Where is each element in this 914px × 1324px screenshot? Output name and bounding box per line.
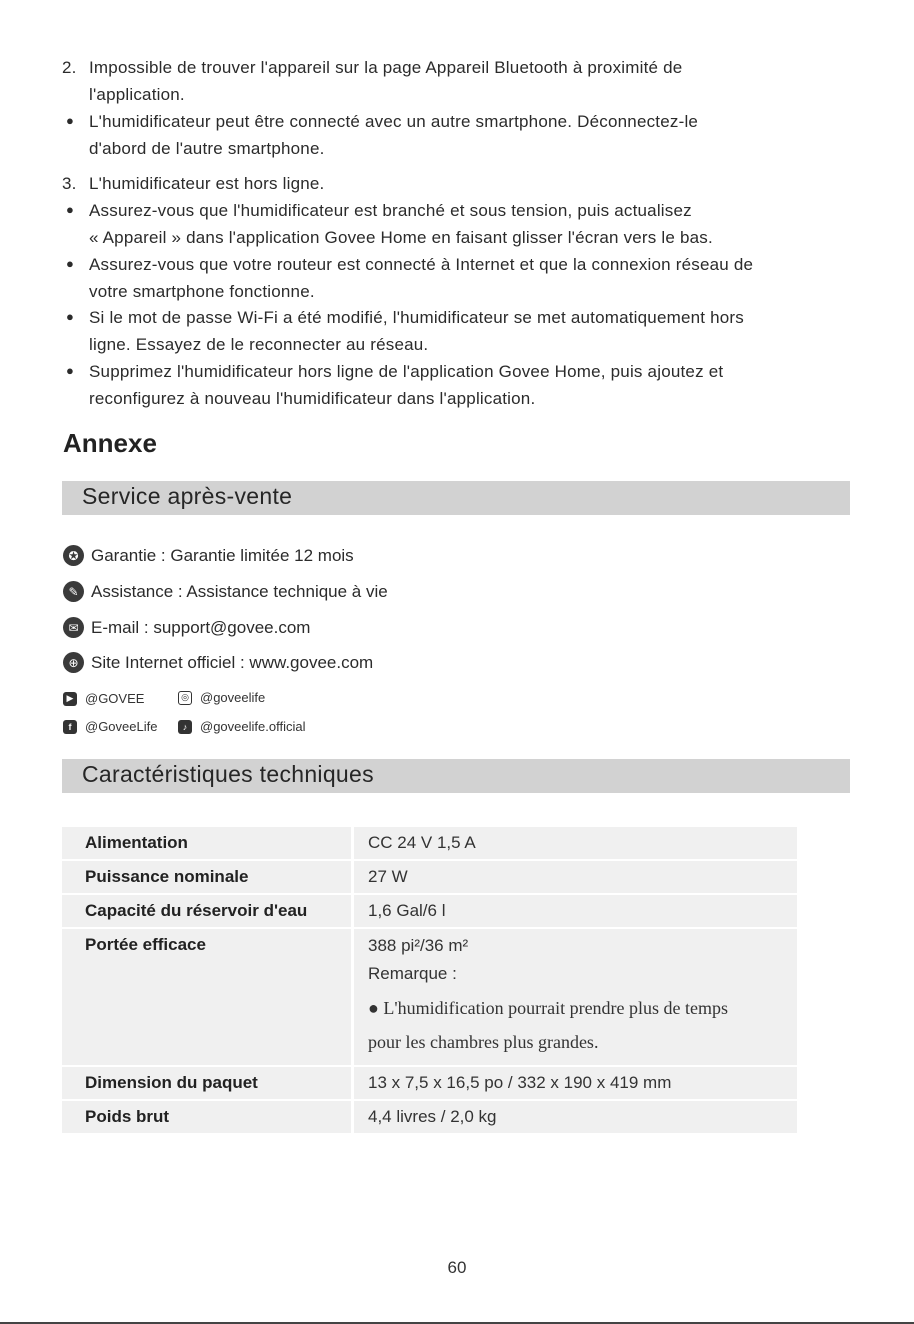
tiktok-icon: ♪ <box>178 720 192 734</box>
table-row <box>62 895 797 927</box>
instagram-icon: ◎ <box>178 691 192 705</box>
ribbon-icon: ✪ <box>63 545 84 566</box>
bullet-item: ● Assurez-vous que l'humidificateur est branché et sous tension, puis actualisez <box>62 201 692 221</box>
service-item-assistance: ✎ Assistance : Assistance technique à vie <box>63 581 388 602</box>
bullet-item: ● Supprimez l'humidificateur hors ligne de l'application Govee Home, puis ajoutez et <box>62 362 723 382</box>
bullet-continuation: « Appareil » dans l'application Govee Home en faisant glisser l'écran vers le bas. <box>89 228 713 247</box>
bullet-icon: ● <box>66 256 75 271</box>
globe-icon: ⊕ <box>63 652 84 673</box>
note-label: Remarque : <box>368 964 457 983</box>
bullet-continuation: reconfigurez à nouveau l'humidificateur dans l'application. <box>89 389 536 408</box>
spec-value: 13 x 7,5 x 16,5 po / 332 x 190 x 419 mm <box>354 1067 797 1099</box>
wrench-icon: ✎ <box>63 581 84 602</box>
bullet-icon: ● <box>66 309 75 324</box>
table-row <box>62 861 797 893</box>
bullet-continuation: ligne. Essayez de le reconnecter au réseau. <box>89 335 429 354</box>
service-section-bar <box>62 481 850 515</box>
spec-label: Capacité du réservoir d'eau <box>62 895 354 927</box>
bullet-item: ● Assurez-vous que votre routeur est connecté à Internet et que la connexion réseau de <box>62 255 753 275</box>
bullet-icon: ● <box>66 363 75 378</box>
facebook-icon: f <box>63 720 77 734</box>
spec-value: 4,4 livres / 2,0 kg <box>354 1101 797 1133</box>
social-instagram: ◎ @goveelife <box>178 690 265 705</box>
bullet-icon: ● <box>66 202 75 217</box>
spec-value: 27 W <box>354 861 797 893</box>
specs-section-title: Caractéristiques techniques <box>82 761 374 787</box>
specs-table <box>62 825 797 1135</box>
spec-value: CC 24 V 1,5 A <box>354 827 797 859</box>
spec-label: Dimension du paquet <box>62 1067 354 1099</box>
social-tiktok: ♪ @goveelife.official <box>178 719 305 734</box>
bullet-item: ● L'humidificateur peut être connecté avec un autre smartphone. Déconnectez-le <box>62 112 698 132</box>
spec-value-group <box>354 929 797 1065</box>
service-section-title: Service après-vente <box>82 483 293 509</box>
spec-value: 1,6 Gal/6 l <box>354 895 797 927</box>
spec-label: Alimentation <box>62 827 354 859</box>
list-item: 2. Impossible de trouver l'appareil sur la page Appareil Bluetooth à proximité de <box>62 58 683 77</box>
bullet-continuation: votre smartphone fonctionne. <box>89 282 315 301</box>
note-text: pour les chambres plus grandes. <box>368 1032 599 1052</box>
specs-section-bar <box>62 759 850 793</box>
annexe-heading: Annexe <box>63 428 157 458</box>
bullet-icon: ● <box>66 113 75 128</box>
table-row <box>62 929 797 1065</box>
spec-label: Poids brut <box>62 1101 354 1133</box>
social-facebook: f @GoveeLife <box>63 719 157 734</box>
list-item: 3. L'humidificateur est hors ligne. <box>62 174 325 193</box>
service-item-warranty: ✪ Garantie : Garantie limitée 12 mois <box>63 545 354 566</box>
table-row <box>62 1067 797 1099</box>
social-youtube: ▶ @GOVEE <box>63 691 144 706</box>
spec-value: 388 pi²/36 m² <box>368 936 469 955</box>
service-item-email: ✉ E-mail : support@govee.com <box>63 617 310 638</box>
bullet-item: ● Si le mot de passe Wi-Fi a été modifié, l'humidificateur se met automatiquement hors <box>62 308 744 328</box>
table-row <box>62 1101 797 1133</box>
service-item-website: ⊕ Site Internet officiel : www.govee.com <box>63 652 373 673</box>
list-item-continuation: l'application. <box>89 85 185 104</box>
page-number: 60 <box>447 1258 467 1277</box>
youtube-icon: ▶ <box>63 692 77 706</box>
table-row <box>62 827 797 859</box>
mail-icon: ✉ <box>63 617 84 638</box>
spec-label: Puissance nominale <box>62 861 354 893</box>
bullet-continuation: d'abord de l'autre smartphone. <box>89 139 325 158</box>
spec-label: Portée efficace <box>62 929 354 1065</box>
note-text: ● L'humidification pourrait prendre plus de temps <box>368 998 729 1018</box>
